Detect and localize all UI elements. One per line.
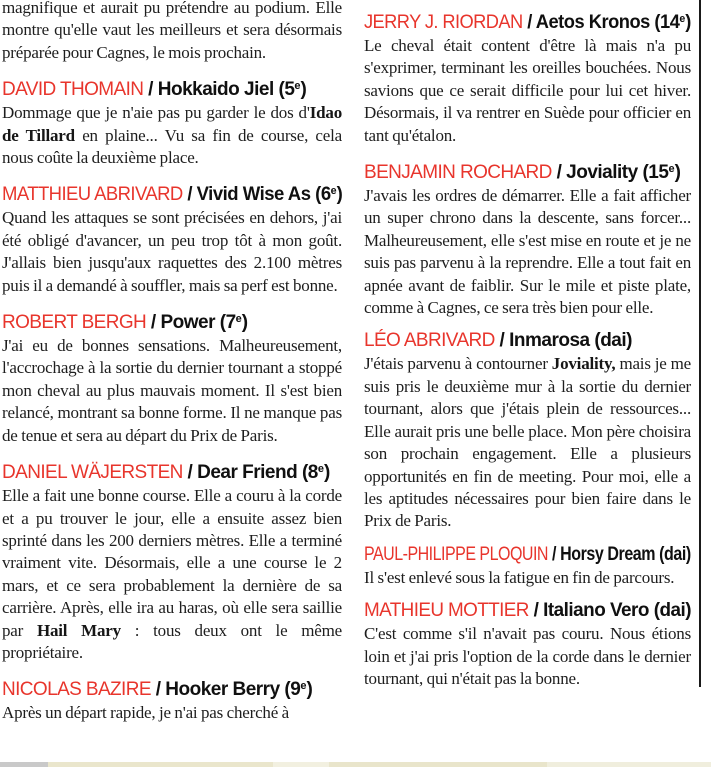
entry-body (2, 485, 342, 664)
horse-name: ) (241, 312, 248, 334)
entry-heading (2, 675, 342, 701)
entry-heading (2, 308, 342, 334)
horse-name: / Inmarosa (dai) (494, 330, 632, 352)
entry-joviality (364, 158, 691, 319)
strip-segment (0, 762, 48, 767)
text-run: : tous deux ont le même propriétaire. (2, 620, 342, 662)
driver-name: JERRY J. RIORDAN (364, 12, 523, 33)
horse-name: / Joviality (15 (551, 162, 669, 184)
article-column-right (364, 0, 691, 690)
driver-name: DAVID THOMAIN (2, 79, 144, 101)
place-superscript: e (317, 463, 325, 476)
horse-name: ) (685, 12, 691, 33)
text-run: mais je me suis pris le deuxième mur à la sortie du dernier tournant, alors que j'étais plein de ressources... Elle aurait pris une belle place. Mon père choisira son prochain engagement. Elle a plusieurs opportunités en fin de meeting. Pour moi, elle a les aptitudes nécessaires pour bien faire dans le Prix de Paris. (364, 354, 691, 531)
entry-dear-friend (2, 458, 342, 664)
driver-name: LÉO ABRIVARD (364, 330, 495, 352)
horse-name: ) (306, 679, 313, 701)
horse-name: ) (674, 162, 681, 184)
entry-horsy-dream (364, 544, 691, 589)
text-run: Dommage que je n'aie pas pu garder le dos d' (2, 103, 310, 123)
horse-name: / Hokkaido Jiel (5 (143, 79, 295, 101)
text-run: Quand les attaques se sont précisées en dehors, j'ai été obligé d'avancer, un peu trop tôt à mon goût. J'allais bien jusqu'aux raquettes des 2.100 mètres puis il a demandé à souffler, mais sa perf est bonne. (2, 208, 342, 295)
entry-body (364, 353, 691, 532)
horse-name: / Horsy Dream (dai) (547, 543, 691, 565)
horse-name: ) (324, 462, 330, 484)
text-run: Elle a fait une bonne course. Elle a couru à la corde et a pu trouver le jour, elle a ensuite assez bien sprinté dans les 200 derniers mètres. Elle a terminé vraiment vite. Désormais, elle a une course le 2 mars, et ce sera probablement la dernière de sa carrière. Après, elle ira au haras, où elle sera saillie par (2, 486, 342, 640)
entry-vivid-wise-as (2, 180, 342, 297)
article-column-left (2, 0, 342, 725)
text-run: J'étais parvenu à contourner (364, 354, 552, 374)
text-run: magnifique et aurait pu prétendre au podium. Elle montre qu'elle vaut les meilleurs et sera désormais préparée pour Cagnes, le mois prochain. (2, 0, 342, 62)
strip-segment (547, 762, 711, 767)
entry-body (364, 35, 691, 147)
entry-hooker-berry (2, 675, 342, 724)
text-run: Le cheval était content d'être là mais n'a pu s'exprimer, terminant les oreilles bouchées. Nous savions que ce serait difficile pour lui cet hiver. Désormais, il va rentrer en Suède pour officier en tant qu'étalon. (364, 36, 691, 145)
strip-segment (273, 762, 329, 767)
driver-name: PAUL-PHILIPPE PLOQUIN (364, 543, 548, 565)
text-run: en plaine... Vu sa fin de course, cela nous coûte la deuxième place. (2, 125, 342, 168)
entry-body (364, 185, 691, 319)
text-run: Après un départ rapide, je n'ai pas cherché à (2, 703, 289, 723)
text-run: J'ai eu de bonnes sensations. Malheureusement, l'accrochage à la sortie du dernier tournant a stoppé mon cheval au plus mauvais moment. Il s'est bien relancé, montrant sa bonne forme. Il ne manque pas de tenue et sera au départ du Prix de Paris. (2, 336, 342, 445)
horse-name: / Power (7 (146, 312, 236, 334)
driver-name: DANIEL WÄJERSTEN (2, 462, 183, 484)
text-run: Il s'est enlevé sous la fatigue en fin de parcours. (364, 567, 675, 587)
driver-name: MATTHIEU ABRIVARD (2, 184, 183, 206)
place-superscript: e (235, 313, 242, 326)
entry-aetos-kronos (364, 8, 691, 147)
place-superscript: e (294, 80, 301, 93)
bold-horse-name: Joviality, (551, 354, 616, 374)
driver-name: MATHIEU MOTTIER (364, 600, 529, 622)
page-edge-rule (699, 0, 701, 687)
place-superscript: e (668, 163, 675, 176)
entry-body (364, 623, 691, 690)
place-superscript: e (300, 680, 307, 693)
bold-horse-name: Hail Mary (36, 620, 121, 640)
entry-inmarosa (364, 330, 691, 532)
entry-body (2, 335, 342, 447)
horse-name: ) (300, 79, 307, 101)
driver-name: NICOLAS BAZIRE (2, 679, 151, 701)
entry-body (2, 207, 342, 297)
entry-heading (2, 180, 343, 206)
horse-name: / Aetos Kronos (14 (522, 12, 680, 33)
entry-heading (364, 543, 691, 566)
entry-heading (364, 330, 691, 352)
entry-body (2, 0, 342, 64)
strip-segment (329, 762, 547, 767)
entry-hokkaido-jiel (2, 75, 342, 169)
entry-heading (2, 458, 342, 484)
bold-horse-name: Idao de Tillard (2, 103, 342, 145)
entry-heading (364, 8, 691, 34)
entry-heading (364, 158, 691, 184)
place-superscript: e (330, 185, 337, 198)
entry-heading (2, 75, 342, 101)
entry-body (364, 567, 691, 589)
entry-body (2, 702, 342, 724)
entry-continuation (2, 0, 342, 64)
entry-body (2, 102, 342, 169)
driver-name: ROBERT BERGH (2, 312, 147, 334)
cropped-content-strip (0, 762, 711, 767)
strip-segment (48, 762, 273, 767)
entry-power (2, 308, 342, 447)
entry-heading (364, 600, 692, 622)
horse-name: / Vivid Wise As (6 (182, 184, 331, 206)
driver-name: BENJAMIN ROCHARD (364, 162, 552, 184)
horse-name: ) (336, 184, 343, 206)
horse-name: / Hooker Berry (9 (150, 679, 301, 701)
place-superscript: e (679, 13, 686, 25)
horse-name: / Italiano Vero (dai) (528, 600, 692, 622)
entry-italiano-vero (364, 600, 691, 690)
horse-name: / Dear Friend (8 (182, 462, 318, 484)
text-run: J'avais les ordres de démarrer. Elle a fait afficher un super chrono dans la descente, sans forcer... Malheureusement, elle s'est mise en route et je ne suis pas parvenu à la reprendre. Elle a tout fait en apnée avant de faiblir. Sur le mile et piste plate, comme à Cagnes, ce sera très bien pour elle. (364, 186, 691, 318)
text-run: C'est comme s'il n'avait pas couru. Nous étions loin et j'ai pris l'option de la corde dans le dernier tournant, qui n'était pas la bonne. (364, 624, 691, 688)
